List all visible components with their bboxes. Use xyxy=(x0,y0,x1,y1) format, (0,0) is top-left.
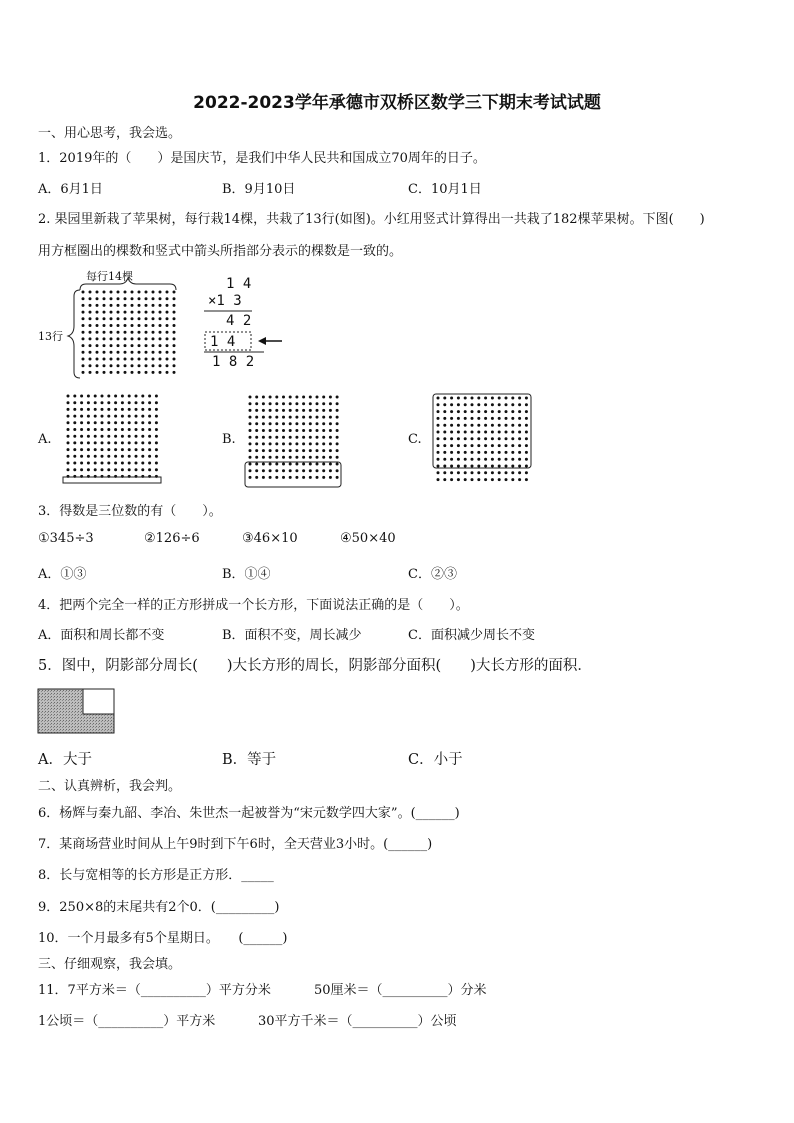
unshaded-square xyxy=(83,689,114,714)
question-11-part-2: 50厘米＝（__________）分米 xyxy=(314,983,487,998)
question-3: 3．得数是三位数的有（ ）。 xyxy=(38,504,222,519)
dot-grid-main xyxy=(82,291,176,374)
arrow-head xyxy=(258,337,266,345)
question-2-line-2: 用方框圈出的棵数和竖式中箭头所指部分表示的棵数是一致的。 xyxy=(38,244,403,259)
q3-item-2: ②126÷6 xyxy=(144,531,200,546)
question-11-part-3: 1公顷＝（__________）平方米 xyxy=(38,1014,216,1029)
option-c-box xyxy=(433,394,531,468)
question-11-part-4: 30平方千米＝（__________）公顷 xyxy=(258,1014,457,1029)
calc-line-4: 1 4 xyxy=(210,334,236,350)
question-6: 6．杨辉与秦九韶、李冶、朱世杰一起被誉为“宋元数学四大家”。(______) xyxy=(38,806,460,821)
question-7: 7．某商场营业时间从上午9时到下午6时，全天营业3小时。(______) xyxy=(38,837,433,852)
row-count-label: 每行14棵 xyxy=(86,270,133,283)
q3-option-b[interactable]: B．①④ xyxy=(222,567,271,582)
question-2-line-1: 2. 果园里新栽了苹果树，每行栽14棵，共栽了13行(如图)。小红用竖式计算得出一共栽了182棵苹果树。下图( ) xyxy=(38,212,705,227)
q5-option-c[interactable]: C．小于 xyxy=(408,752,463,768)
option-a-box xyxy=(63,477,161,483)
question-5: 5．图中，阴影部分周长( )大长方形的周长，阴影部分面积( )大长方形的面积． xyxy=(38,658,592,674)
q3-item-4: ④50×40 xyxy=(340,531,396,546)
q3-item-3: ③46×10 xyxy=(242,531,298,546)
q3-option-a[interactable]: A．①③ xyxy=(38,567,87,582)
question-10: 10．一个月最多有5个星期日。 (______) xyxy=(38,931,288,946)
question-11-part-1: 11．7平方米＝（__________）平方分米 xyxy=(38,983,271,998)
option-b-box xyxy=(245,462,341,487)
section-3-heading: 三、仔细观察，我会填。 xyxy=(38,957,182,972)
q1-option-b[interactable]: B．9月10日 xyxy=(222,182,296,197)
calc-line-2: ×1 3 xyxy=(208,293,242,309)
option-b-dot-grid xyxy=(249,396,339,479)
calc-line-3: 4 2 xyxy=(226,313,252,329)
q4-option-c[interactable]: C．面积减少周长不变 xyxy=(408,628,535,643)
page-title: 2022-2023学年承德市双桥区数学三下期末考试试题 xyxy=(193,93,601,113)
question-8: 8．长与宽相等的长方形是正方形．_____ xyxy=(38,868,274,883)
option-a-dot-grid xyxy=(67,395,158,478)
q5-option-a[interactable]: A．大于 xyxy=(38,752,92,768)
section-2-heading: 二、认真辨析，我会判。 xyxy=(38,779,182,794)
q5-figure xyxy=(0,0,1,1)
question-9: 9．250×8的末尾共有2个0．(_________) xyxy=(38,900,280,915)
calc-line-1: 1 4 xyxy=(226,276,252,292)
q1-option-a[interactable]: A．6月1日 xyxy=(38,182,103,197)
column-count-label: 13行 xyxy=(38,330,63,343)
q1-option-c[interactable]: C．10月1日 xyxy=(408,182,482,197)
q4-option-a[interactable]: A．面积和周长都不变 xyxy=(38,628,165,643)
q2-option-c[interactable]: C. xyxy=(408,432,422,447)
question-1: 1．2019年的（ ）是国庆节，是我们中华人民共和国成立70周年的日子。 xyxy=(38,151,486,166)
calc-line-5: 1 8 2 xyxy=(212,354,255,370)
q2-option-b[interactable]: B. xyxy=(222,432,236,447)
q3-option-c[interactable]: C．②③ xyxy=(408,567,457,582)
q2-option-a[interactable]: A. xyxy=(38,432,52,447)
q5-option-b[interactable]: B．等于 xyxy=(222,752,277,768)
section-1-heading: 一、用心思考，我会选。 xyxy=(38,126,182,141)
q4-option-b[interactable]: B．面积不变，周长减少 xyxy=(222,628,362,643)
question-4: 4．把两个完全一样的正方形拼成一个长方形，下面说法正确的是（ ）。 xyxy=(38,598,469,613)
left-brace xyxy=(68,290,80,378)
q3-item-1: ①345÷3 xyxy=(38,531,94,546)
